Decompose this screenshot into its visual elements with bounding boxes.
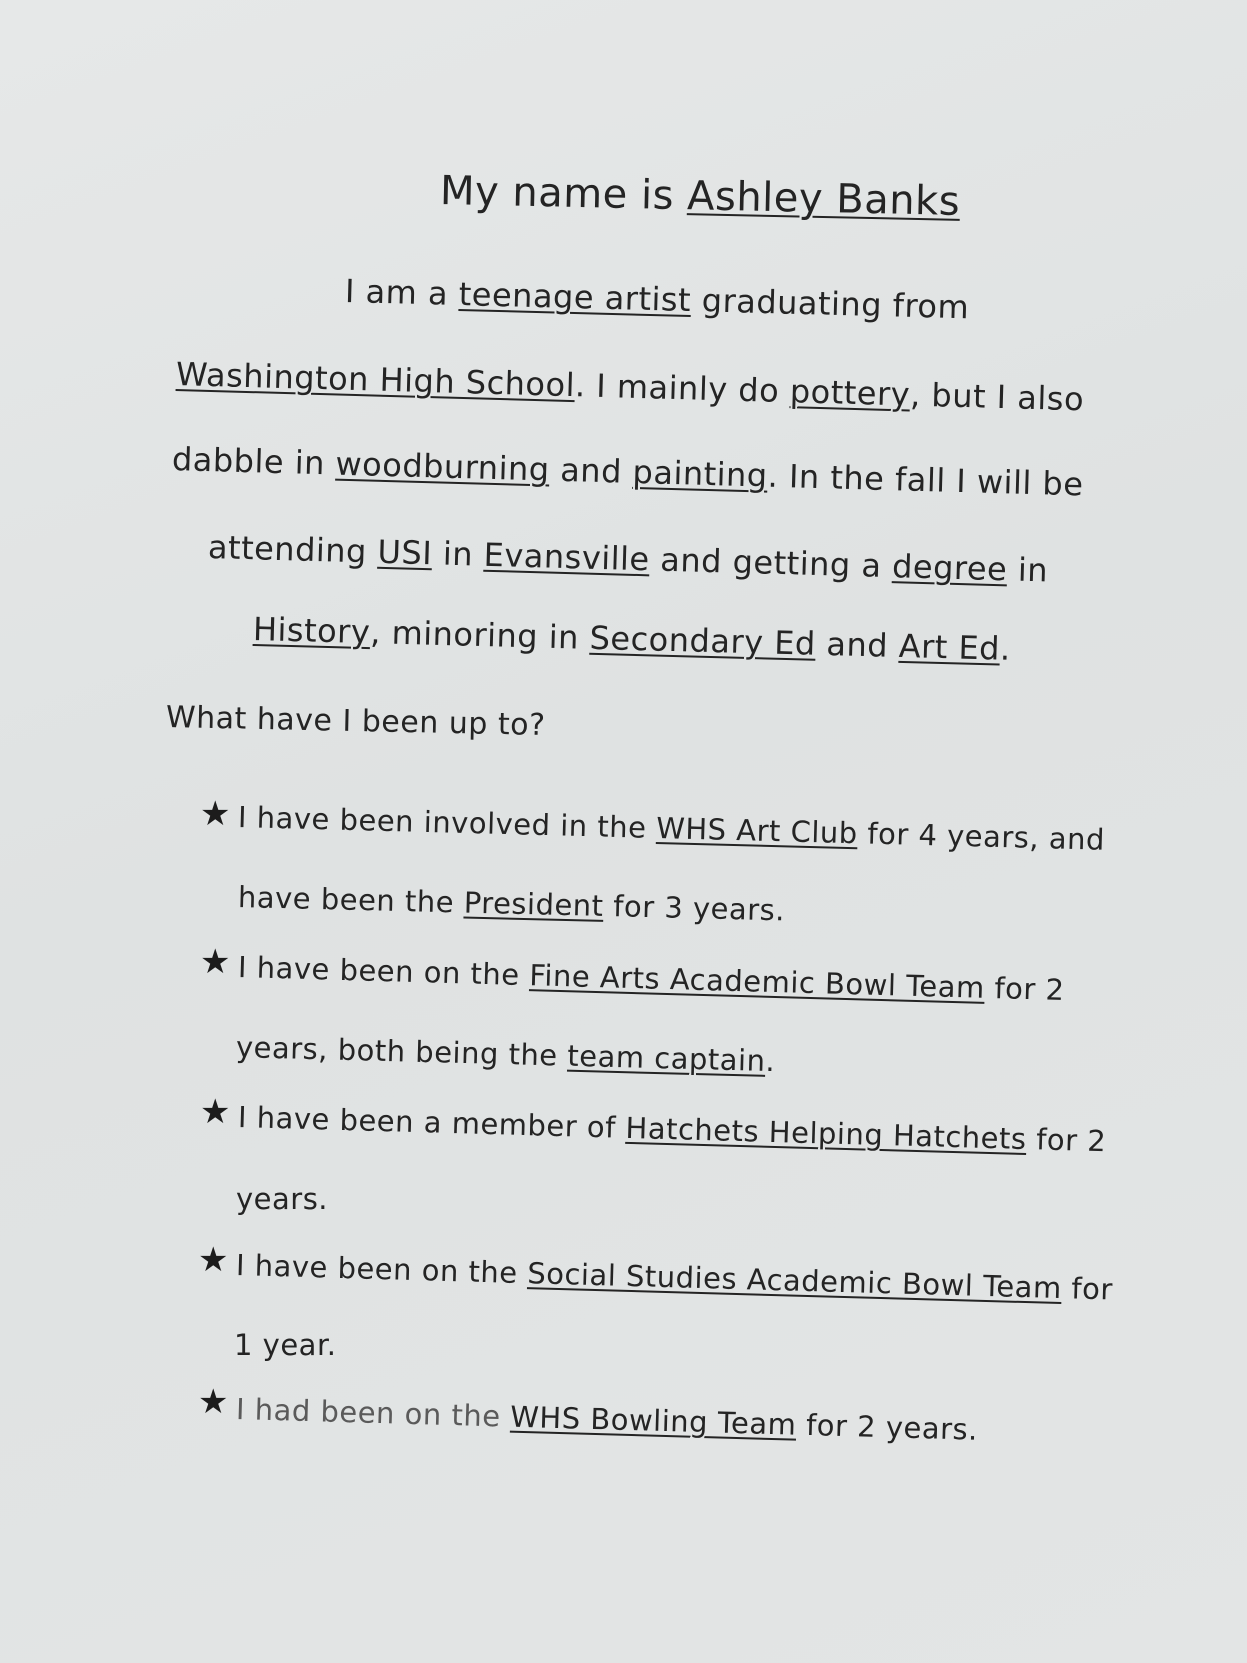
underlined-term: USI xyxy=(377,532,433,573)
underlined-term: woodburning xyxy=(335,444,551,489)
bullet-3-line-2 xyxy=(236,1182,328,1216)
underlined-term: Art Ed xyxy=(898,626,1001,668)
text-span: for 4 years, and xyxy=(857,816,1106,857)
text-span: I have been a member of xyxy=(237,1100,627,1145)
intro-line-1 xyxy=(345,272,970,326)
text-span: I am a xyxy=(344,272,460,313)
underlined-term: team captain xyxy=(566,1038,766,1078)
text-span: years, both being the xyxy=(235,1030,568,1073)
star-bullet-icon: ★ xyxy=(200,794,231,834)
star-bullet-icon: ★ xyxy=(198,1382,229,1422)
bullet-5-line-1 xyxy=(236,1392,979,1447)
bullet-4-line-1 xyxy=(236,1248,1114,1306)
text-span: I had been on the xyxy=(235,1392,511,1434)
text-span: . I mainly do xyxy=(574,366,791,411)
intro-line-4 xyxy=(207,528,1048,589)
underlined-term: Hatchets Helping Hatchets xyxy=(625,1110,1027,1157)
text-span: I have been involved in the xyxy=(237,800,657,845)
underlined-term: Secondary Ed xyxy=(589,618,817,663)
text-span: in xyxy=(431,534,485,574)
text-span: and getting a xyxy=(649,540,893,586)
text-span: years. xyxy=(236,1182,329,1216)
bullet-3-line-1 xyxy=(238,1100,1107,1158)
text-span: for 3 years. xyxy=(603,888,786,928)
underlined-term: Evansville xyxy=(483,535,651,579)
star-bullet-icon: ★ xyxy=(198,1240,229,1280)
text-span: for 2 years. xyxy=(795,1407,979,1447)
underlined-term: pottery xyxy=(789,372,911,414)
text-span: have been the xyxy=(237,880,465,920)
text-span: in xyxy=(1006,550,1049,590)
intro-line-3 xyxy=(171,440,1083,503)
text-span: and xyxy=(549,450,634,491)
page-title xyxy=(440,168,961,225)
underlined-term: President xyxy=(463,885,604,923)
text-span: 1 year. xyxy=(234,1328,337,1362)
bullet-1-line-1 xyxy=(238,800,1106,857)
text-span: . In the fall I will be xyxy=(767,456,1084,504)
intro-line-2 xyxy=(175,355,1084,418)
underlined-term: History xyxy=(252,610,371,652)
star-bullet-icon: ★ xyxy=(200,1092,231,1132)
text-span: for 2 xyxy=(984,970,1065,1008)
underlined-term: Social Studies Academic Bowl Team xyxy=(526,1256,1063,1306)
underlined-term: Fine Arts Academic Bowl Team xyxy=(528,958,986,1005)
text-span: attending xyxy=(207,528,379,571)
title-prefix: My name is xyxy=(439,168,688,220)
underlined-term: Washington High School xyxy=(175,355,576,405)
underlined-term: degree xyxy=(891,547,1008,589)
text-span: , minoring in xyxy=(369,613,591,657)
text-span: dabble in xyxy=(171,440,337,483)
bullet-4-line-2 xyxy=(234,1328,336,1362)
text-span: I have been on the xyxy=(237,950,530,993)
underlined-term: teenage artist xyxy=(458,274,692,320)
text-span: graduating from xyxy=(690,281,970,327)
bullet-2-line-2 xyxy=(236,1030,776,1078)
intro-line-5 xyxy=(253,610,1012,668)
underlined-term: WHS Bowling Team xyxy=(509,1399,797,1442)
text-span: for xyxy=(1061,1271,1114,1307)
text-span: for 2 xyxy=(1026,1122,1107,1159)
text-span: and xyxy=(815,624,900,665)
student-name: Ashley Banks xyxy=(686,173,961,225)
text-span: . xyxy=(765,1043,776,1079)
text-span: I have been on the xyxy=(235,1248,528,1291)
bullet-1-line-2 xyxy=(238,880,786,927)
section-heading: What have I been up to? xyxy=(165,700,546,743)
text-span: , but I also xyxy=(909,375,1085,419)
text-span: . xyxy=(999,629,1012,668)
star-bullet-icon: ★ xyxy=(200,942,231,982)
underlined-term: painting xyxy=(632,452,769,495)
bullet-2-line-1 xyxy=(238,950,1065,1007)
underlined-term: WHS Art Club xyxy=(655,810,859,851)
